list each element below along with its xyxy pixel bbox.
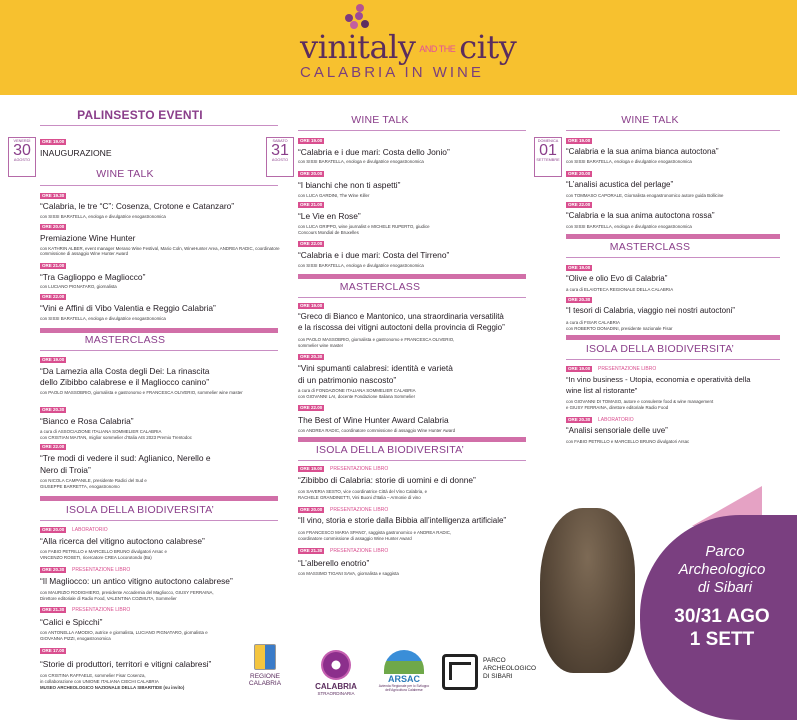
event-title: “Calabria, le tre “C”: Cosenza, Crotone e Catanzaro” (40, 201, 235, 211)
logo-subtitle: CALABRIA IN WINE (300, 64, 484, 81)
event-title: The Best of Wine Hunter Award Calabria (298, 415, 449, 425)
event-title: “Calabria e la sua anima autoctona rossa” (566, 211, 715, 220)
time-tag: ORE 19.00 (42, 139, 65, 144)
event-speaker: con FABIO PETRILLO e MARCELLO BRUNO divulgatori Arsac (566, 439, 690, 444)
event-title: “L’analisi acustica del perlage” (566, 180, 674, 189)
event-speaker: con SISSI BARATELLA, enologa e divulgatrice enogastronomica (566, 159, 692, 164)
event-type: PRESENTAZIONE LIBRO (330, 507, 389, 513)
event-title: dello Zibibbo calabrese e il Magliocco canino” (40, 377, 209, 387)
divider (40, 350, 278, 351)
event-title: “Alla ricerca del vitigno autoctono calabrese” (40, 536, 205, 546)
event-speaker: con LUCA GRIPPO, wine journalist e MICHELE RUPERTO, giudice (298, 224, 430, 229)
time-tag: ORE 19.00 (300, 303, 323, 308)
divider (298, 130, 526, 131)
event-speaker: con GIOVANNI LAI, docente Fondazione Italiana Sommelier (298, 394, 416, 399)
event-speaker: con LUCIANO PIGNATARO, giornalista (40, 284, 117, 289)
time-tag: ORE 20.30 (300, 354, 323, 359)
time-tag: ORE 22.00 (300, 405, 323, 410)
masterclass-heading: MASTERCLASS (339, 281, 421, 293)
event-speaker: con GIOVANNI DI TOMASO, autore e consulente food & wine management (566, 399, 714, 404)
event-speaker: con SISSI BARATELLA, enologa e divulgatrice enogastronomica (566, 224, 692, 229)
wine-talk-heading: WINE TALK (621, 114, 679, 126)
event-speaker: GIOVANNA PIZZI, enogastronomica (40, 636, 111, 641)
grape-dot (356, 4, 364, 12)
event-title: “In vino business - Utopia, economia e operatività della (566, 375, 751, 384)
event-title: “Il Magliocco: un antico vitigno autoctono calabrese” (40, 576, 233, 586)
event-speaker: con PAOLO MASSOBRIO, giornalista e gastronomo e FRANCESCA OLIVERIO, (298, 337, 455, 342)
time-tag: ORE 21.30 (300, 548, 323, 553)
masterclass-heading: MASTERCLASS (609, 241, 691, 253)
event-speaker: con CRISTINA RAFFAELE, sommelier Fisar Cosenza, (40, 673, 146, 678)
event-title: “Calabria e la sua anima bianca autoctona” (566, 147, 719, 156)
time-tag: ORE 20.00 (300, 507, 323, 512)
event-speaker: con SISSI BARATELLA, enologa e divulgatrice enogastronomica (40, 316, 166, 321)
event-title: “I tesori di Calabria, viaggio nei nostri autoctoni” (566, 306, 735, 315)
divider (566, 359, 780, 360)
event-speaker: con KATHRIN ALBER, event manager Merano Wine Festival, Mario Coln, WineHunter Area, ANDREA RADIC, coordinatore commissione di assaggio Wine Hunter Award (40, 246, 280, 257)
event-speaker: in collaborazione con UNIONE ITALIANA CIECHI CALABRIA (40, 679, 159, 684)
arsac-logo (372, 650, 436, 692)
divider (566, 257, 780, 258)
parco-line: Parco (705, 543, 745, 560)
event-title: “Il vino, storia e storie dalla Bibbia all’intelligenza artificiale” (298, 516, 507, 525)
time-tag: ORE 21.00 (42, 263, 65, 268)
event-speaker: sommelier wine master (298, 343, 344, 348)
time-tag: ORE 17.00 (42, 648, 65, 653)
arsac-sub: Azienda Regionale per lo Sviluppo dell’Agricoltura Calabrese (378, 684, 430, 692)
time-tag: ORE 22.00 (42, 444, 65, 449)
event-type: PRESENTAZIONE LIBRO (72, 567, 131, 573)
event-speaker: con MAURIZIO RODIGHIERO, presidente Accademia del Magliocco, GIUSY FERRAINA, (40, 590, 214, 595)
event-title: “Analisi sensoriale delle uve” (566, 426, 668, 435)
divider (40, 520, 278, 521)
event-speaker: Direttore editoriale di Radio Food, VALENTINA COZMUTA, Sommelier (40, 596, 177, 601)
time-tag: ORE 19.00 (568, 265, 591, 270)
section-bar (298, 274, 526, 279)
regione-calabria-logo (245, 644, 285, 687)
event-speaker: con FRANCESCO MARIA SPANO’, saggista gastronomico e ANDREA RADIC, (298, 530, 452, 535)
event-title: “Da Lamezia alla Costa degli Dei: La rinascita (40, 366, 210, 376)
landscape-icon (384, 650, 424, 674)
header-banner (0, 0, 797, 95)
masterclass-heading: MASTERCLASS (84, 334, 166, 346)
event-speaker: e GIUSY FERRAINA, direttore editoriale Radio Food (566, 405, 669, 410)
grape-dot (361, 20, 369, 28)
isola-heading: ISOLA DELLA BIODIVERSITA’ (65, 504, 215, 516)
event-speaker: VINCENZO ROSETI, ricercatore CREA Locorotondo (Ba) (40, 555, 152, 560)
event-speaker: con SAVERIA SESTO, vice coordinatrice Città del Vino Calabria, e (298, 489, 428, 494)
inauguration-title: INAUGURAZIONE (40, 148, 112, 158)
time-tag: ORE 19.00 (42, 357, 65, 362)
event-speaker: coordinatore commissione di assaggio Wine Hunter Award (298, 536, 412, 541)
event-speaker: con ANTONELLA AMODIO, autrice e giornalista, LUCIANO PIGNATARO, giornalista e (40, 630, 208, 635)
arsac-label: ARSAC (387, 674, 420, 684)
date-box-01: DOMENICA 01 SETTEMBRE (534, 137, 562, 177)
event-type: LABORATORIO (598, 417, 634, 423)
section-bar (566, 234, 780, 239)
time-tag: ORE 19.30 (42, 193, 65, 198)
divider (298, 460, 526, 461)
event-speaker: con NICOLA CAMPANILE, presidente Radici del Sud e (40, 478, 147, 483)
divider (40, 125, 278, 126)
isola-heading: ISOLA DELLA BIODIVERSITA’ (585, 343, 735, 355)
time-tag: ORE 20.00 (568, 171, 591, 176)
meander-icon (449, 662, 471, 680)
time-tag: ORE 21.30 (42, 607, 65, 612)
event-speaker: a cura di FONDAZIONE ITALIANA SOMMELIER CALABRIA (298, 388, 416, 393)
event-type: LABORATORIO (72, 527, 108, 533)
divider (298, 297, 526, 298)
parco-line: Archeologico (678, 561, 766, 578)
event-speaker: MUSEO ARCHEOLOGICO NAZIONALE DELLA SIBARITIDE (su invito) (40, 685, 185, 690)
event-speaker: a cura di ELAIOTECA REGIONALE DELLA CALABRIA (566, 287, 674, 292)
palinsesto-heading: PALINSESTO EVENTI (77, 108, 203, 122)
event-title: “Vini spumanti calabresi: identità e varietà (298, 363, 453, 373)
isola-heading: ISOLA DELLA BIODIVERSITA’ (315, 444, 465, 456)
time-tag: ORE 20.00 (300, 171, 323, 176)
time-tag: ORE 19.00 (568, 138, 591, 143)
parco-sibari-logo-mark (442, 654, 478, 690)
time-tag: ORE 22.00 (568, 202, 591, 207)
date-box-31: SABATO 31 AGOSTO (266, 137, 294, 177)
event-title: “Le Vie en Rose” (298, 211, 361, 221)
event-speaker: con PAOLO MASSOBRIO, giornalista e gastronomo e FRANCESCA OLIVERIO, sommelier wine master (40, 390, 243, 395)
time-tag: ORE 19.00 (568, 366, 591, 371)
parco-dates: 30/31 AGO (674, 606, 770, 627)
event-title: di un patrimonio nascosto” (298, 375, 397, 385)
time-tag: ORE 19.00 (300, 466, 323, 471)
parco-sibari-label: PARCO ARCHEOLOGICO DI SIBARI (483, 657, 537, 680)
date-box-30: VENERDÌ 30 AGOSTO (8, 137, 36, 177)
event-speaker: RACHELE GRANDINETTI, Vini Buoni d’Italia – Armonie di vino (298, 495, 421, 500)
grape-dot (355, 12, 363, 20)
event-title: “Storie di produttori, territori e vitigni calabresi” (40, 659, 212, 669)
divider (566, 130, 780, 131)
parco-dates: 1 SETT (689, 629, 755, 650)
event-title: “Bianco e Rosa Calabria” (40, 416, 134, 426)
wine-talk-heading: WINE TALK (96, 168, 154, 180)
time-tag: ORE 20.30 (568, 297, 591, 302)
event-title: “Olive e olio Evo di Calabria” (566, 274, 668, 283)
event-speaker: con SISSI BARATELLA, enologa e divulgatrice enogastronomica (40, 214, 166, 219)
event-speaker: con ANDREA RADIC, coordinatore commissione di assaggio Wine Hunter Award (298, 428, 456, 433)
event-title: “Calabria e i due mari: Costa del Tirreno” (298, 250, 450, 260)
coat-of-arms-icon (254, 644, 276, 670)
time-tag: ORE 20.30 (568, 417, 591, 422)
event-type: PRESENTAZIONE LIBRO (598, 366, 657, 372)
sun-icon (321, 650, 351, 680)
event-title: Nero di Troia” (40, 465, 91, 475)
event-speaker: con FABIO PETRILLO e MARCELLO BRUNO divulgatori Arsac e (40, 549, 167, 554)
event-title: “I bianchi che non ti aspetti” (298, 180, 401, 190)
section-bar (40, 328, 278, 333)
event-title: “Vini e Affini di Vibo Valentia e Reggio Calabria” (40, 303, 216, 313)
event-title: “L’alberello enotrio” (298, 558, 370, 568)
event-title: “Greco di Bianco e Mantonico, una straordinaria versatilità (298, 312, 504, 321)
event-title: wine list al ristorante” (566, 386, 638, 395)
event-speaker: con CRISTIAN MAITAN, miglior sommelier d’Italia AIS 2023 Premio Trentodoc (40, 435, 192, 440)
regione-label: REGIONE CALABRIA (248, 673, 282, 687)
time-tag: ORE 22.00 (300, 241, 323, 246)
event-type: PRESENTAZIONE LIBRO (330, 466, 389, 472)
event-title: Premiazione Wine Hunter (40, 233, 136, 243)
wine-talk-heading: WINE TALK (351, 114, 409, 126)
event-speaker: con MASSIMO TIGANI SAVA, giornalista e saggista (298, 571, 399, 576)
time-tag: ORE 20.30 (42, 407, 65, 412)
event-speaker: con SISSI BARATELLA, enologa e divulgatrice enogastronomica (298, 263, 424, 268)
time-tag: ORE 20.00 (42, 527, 65, 532)
divider (40, 185, 278, 186)
event-speaker: con SISSI BARATELLA, enologa e divulgatrice enogastronomica (298, 159, 424, 164)
event-speaker: GIUSEPPE BARRETTA, enogastronomo (40, 484, 120, 489)
section-bar (566, 335, 780, 340)
section-bar (298, 437, 526, 442)
event-title: “Tra Gaglioppo e Magliocco” (40, 272, 146, 282)
event-title: “Tre modi di vedere il sud: Aglianico, Nerello e (40, 453, 211, 463)
time-tag: ORE 20.00 (42, 224, 65, 229)
parco-line: di Sibari (697, 579, 753, 596)
event-speaker: Concours Mondial de Bruxelles (298, 230, 359, 235)
event-title: “Zibibbo di Calabria: storie di uomini e di donne” (298, 475, 476, 485)
time-tag: ORE 19.00 (300, 138, 323, 143)
time-tag: ORE 21.00 (300, 202, 323, 207)
event-speaker: a cura di ASSOCIAZIONE ITALIANA SOMMELIER CALABRIA (40, 429, 162, 434)
vinitaly-logo: vinitaly AND THE city (300, 28, 517, 66)
event-speaker: con ROBERTO DONADINI, presidente nazionale Fisar (566, 326, 673, 331)
time-tag: ORE 22.00 (42, 294, 65, 299)
event-title: “Calici e Spicchi” (40, 617, 103, 627)
calabria-sub: STRAORDINARIA (317, 691, 355, 696)
event-title: “Calabria e i due mari: Costa dello Jonio” (298, 147, 450, 157)
event-speaker: con TOMMASO CAPORALE, Giornalista enogastronomico autore guida Bollicine (566, 193, 724, 198)
event-speaker: a cura di FISAR CALABRIA (566, 320, 620, 325)
event-title: e la riscossa dei vitigni autoctoni della provincia di Reggio” (298, 323, 505, 332)
event-speaker: con LUCA GARDINI, The Wine Killer (298, 193, 370, 198)
section-bar (40, 496, 278, 501)
event-type: PRESENTAZIONE LIBRO (72, 607, 131, 613)
bronze-statue-image (540, 508, 635, 673)
calabria-label: CALABRIA (315, 682, 357, 691)
event-type: PRESENTAZIONE LIBRO (330, 548, 389, 554)
calabria-logo (306, 650, 366, 696)
time-tag: ORE 20.30 (42, 567, 65, 572)
